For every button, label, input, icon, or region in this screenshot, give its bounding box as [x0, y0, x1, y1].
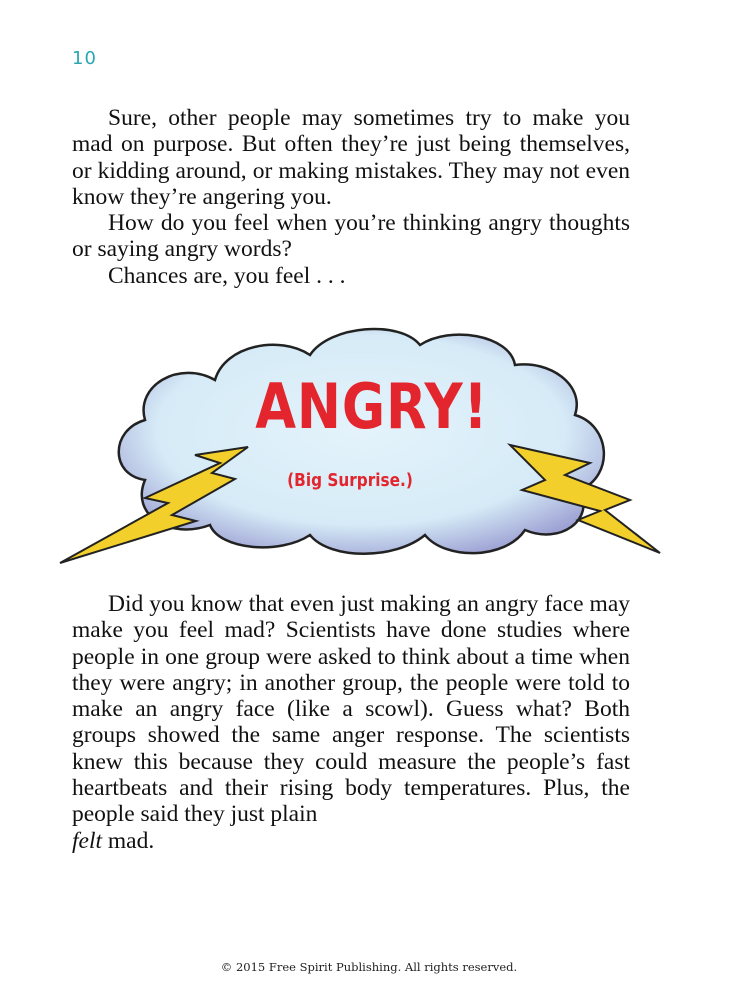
paragraph-end: mad. — [102, 827, 155, 854]
paragraph-main: Did you know that even just making an angry face may make you feel mad? Scientists have done studies where people in one group were asked to think about a time when they were angry; in another group, the people were told to make an angry face (like a scowl). Guess what? Both groups showed the same anger response. The scientists knew this because they could measure the people’s fast heartbeats and their rising body temperatures. Plus, the people said they just plain — [72, 591, 630, 828]
illustration-subtitle: (Big Surprise.) — [287, 470, 413, 491]
copyright-footer: © 2015 Free Spirit Publishing. All rights reserved. — [220, 960, 518, 974]
paragraph — [72, 591, 630, 854]
text-block-bottom — [72, 591, 630, 854]
cloud-icon — [50, 315, 670, 580]
page-number: 10 — [72, 48, 97, 69]
paragraph: How do you feel when you’re thinking angry thoughts or saying angry words? — [72, 210, 630, 263]
emphasis-felt: felt — [72, 827, 103, 854]
text-block-top — [72, 105, 630, 289]
paragraph: Chances are, you feel . . . — [108, 262, 346, 289]
angry-cloud-illustration — [50, 315, 670, 580]
illustration-title: ANGRY! — [255, 370, 489, 443]
paragraph: Sure, other people may sometimes try to make you mad on purpose. But often they’re just being themselves, or kidding around, or making mistakes. They may not even know they’re angering you. — [72, 105, 630, 210]
